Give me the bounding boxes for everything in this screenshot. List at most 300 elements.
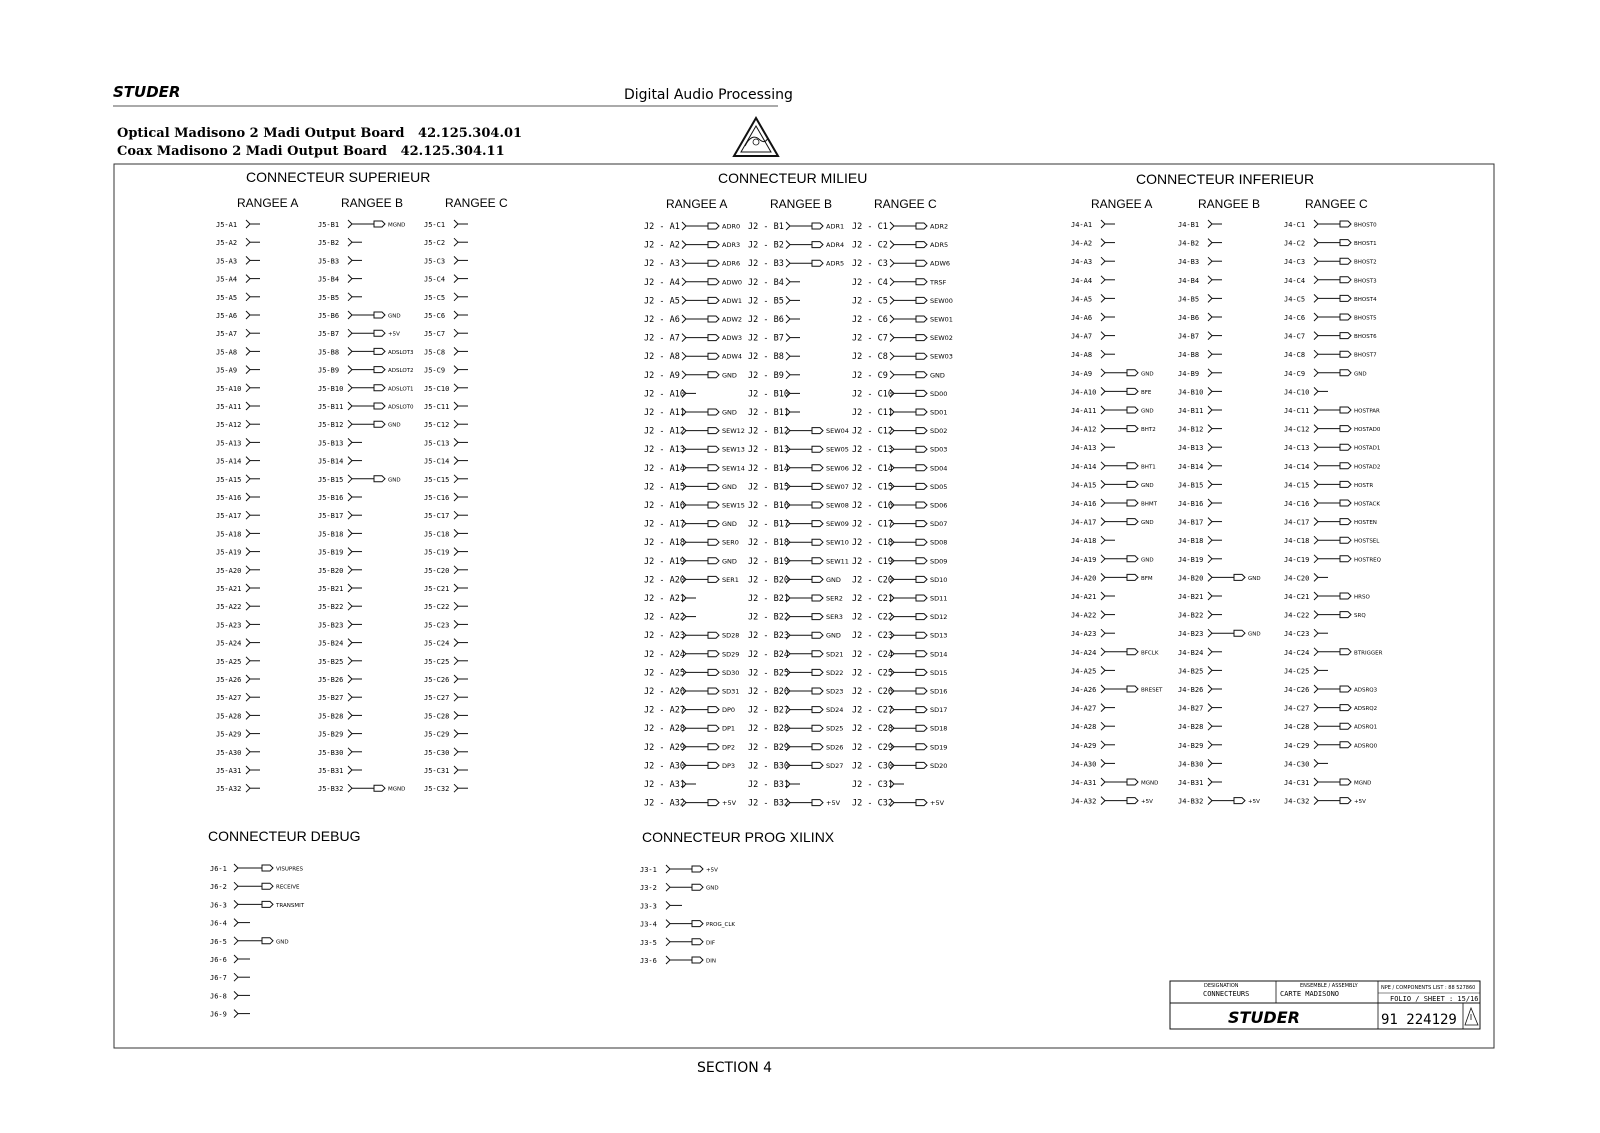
pin-chevron [1101,462,1105,470]
pin-label: J4-C12 [1284,425,1310,434]
pin-label: J5-A8 [216,348,238,357]
pin-j5-c1 [424,220,468,229]
pin-label: J4-A1 [1071,221,1093,229]
title-block [1170,981,1480,1029]
pin-label: J2 - C21 [852,594,893,604]
signal-flag-icon [374,348,385,354]
pin-j2-b6 [748,315,800,325]
pin-j5-b8 [318,347,414,356]
pin-chevron [246,602,250,610]
pin-chevron [890,222,894,230]
signal-name: SD23 [826,687,844,696]
pin-label: J3-4 [640,920,657,929]
pin-j5-a10 [216,384,260,393]
pin-j4-c8 [1284,350,1377,359]
pin-chevron [682,315,686,323]
pin-label: J5-A11 [216,403,242,411]
pin-label: J2 - A15 [644,482,685,493]
pin-label: J5-B32 [318,785,344,794]
signal-name: SD25 [826,724,844,733]
pin-chevron [246,566,250,574]
pin-label: J2 - C18 [852,538,893,549]
pin-chevron [1314,406,1318,414]
pin-j2-c15 [852,482,947,492]
pin-j4-c6 [1284,313,1377,322]
signal-name: GND [388,477,401,484]
pin-label: J3-1 [640,866,657,874]
signal-flag-icon [1127,686,1138,692]
pin-j5-a11 [216,402,260,411]
pin-label: J5-C24 [424,639,450,648]
pin-label: J2 - B13 [748,445,789,456]
signal-flag-icon [374,785,385,791]
signal-name: SEW15 [722,501,745,510]
pin-label: J5-C14 [424,457,450,466]
pin-j4-a2 [1071,239,1115,248]
pin-j4-b20 [1178,573,1261,582]
signal-flag-icon [812,762,823,768]
col-header-inf-rangee-b: RANGEE B [1198,197,1261,211]
pin-j5-b4 [318,275,362,284]
pin-j2-a6 [644,315,742,325]
pin-label: J4-B15 [1178,481,1204,490]
pin-chevron [1208,387,1212,395]
pin-chevron [1101,518,1105,526]
pin-j2-a14 [644,464,745,474]
pin-chevron [234,937,238,945]
pin-chevron [1101,443,1105,451]
signal-name: +5V [826,799,841,808]
pin-j4-b14 [1178,462,1222,471]
pin-j5-b7 [318,329,400,338]
signal-name: HOSTPAR [1354,408,1380,415]
pin-label: J4-B20 [1178,574,1204,583]
signal-name: ADR4 [826,241,845,250]
pin-j4-b22 [1178,611,1222,620]
pin-j4-c27 [1284,704,1377,713]
pin-j5-c11 [424,402,468,411]
pin-j5-b9 [318,366,414,375]
pin-label: J2 - A29 [644,742,685,753]
col-header-sup-rangee-a: RANGEE A [237,196,299,210]
signal-name: HOSTREQ [1354,557,1381,564]
pin-chevron [454,693,458,701]
pin-chevron [1314,443,1318,451]
pin-j2-b3 [748,259,844,269]
pin-chevron [348,238,352,246]
pin-chevron [890,296,894,304]
pin-j6-2 [210,882,300,891]
signal-flag-icon [262,865,273,871]
signal-flag-icon [812,260,823,266]
section-label: SECTION 4 [697,1060,773,1076]
pin-label: J5-C4 [424,275,446,284]
signal-flag-icon [374,367,385,373]
pin-j4-b12 [1178,425,1222,434]
pin-label: J5-C12 [424,421,450,430]
signal-flag-icon [1127,463,1138,469]
pin-j2-c12 [852,427,947,437]
pin-j4-b17 [1178,518,1222,527]
pin-j4-b28 [1178,722,1222,731]
pin-label: J4-B19 [1178,555,1204,564]
pin-label: J4-A5 [1071,295,1093,304]
pin-j4-c18 [1284,536,1380,545]
pin-label: J5-A5 [216,293,238,302]
pin-label: J5-B11 [318,403,344,411]
pin-chevron [1101,722,1105,730]
pin-chevron [682,278,686,286]
pin-j2-c24 [852,650,947,660]
pin-j5-c14 [424,457,468,466]
pin-label: J2 - B15 [748,482,789,493]
pin-label: J5-C23 [424,621,450,630]
pin-label: J5-C8 [424,348,446,357]
pin-label: J4-C25 [1284,667,1310,676]
pin-j4-a9 [1071,369,1154,378]
pin-j5-a30 [216,748,260,757]
signal-flag-icon [916,279,927,285]
pin-chevron [1101,425,1105,433]
pin-label: J2 - B24 [748,649,789,660]
pin-chevron [348,347,352,355]
pin-j4-c25 [1284,666,1328,675]
pin-j5-c6 [424,311,468,320]
pin-chevron [348,329,352,337]
title-block-components: NPE / COMPONENTS LIST : 88 527860 [1381,985,1476,991]
pin-chevron [454,402,458,410]
pin-j4-c11 [1284,406,1380,415]
pin-chevron [1314,462,1318,470]
pin-j2-c4 [852,278,947,288]
pin-chevron [666,938,670,946]
pin-chevron [454,311,458,319]
pin-label: J5-B23 [318,621,344,630]
pin-label: J2 - B12 [748,426,789,437]
pin-label: J2 - C3 [852,259,888,270]
signal-flag-icon [1340,742,1351,748]
pin-j2-c23 [852,631,947,641]
pin-chevron [454,566,458,574]
pin-chevron [234,1010,238,1018]
pin-chevron [1208,480,1212,488]
pin-label: J4-C18 [1284,537,1310,546]
pin-label: J5-A22 [216,603,242,612]
signal-flag-icon [812,223,823,229]
pin-j4-b7 [1178,332,1222,341]
pin-j2-c25 [852,668,947,678]
pin-j6-3 [210,900,305,909]
pin-label: J5-A23 [216,621,242,630]
signal-flag-icon [708,632,719,638]
pin-chevron [1208,629,1212,637]
pin-label: J2 - A31 [644,780,685,790]
pin-chevron [1208,741,1212,749]
pin-j4-c28 [1284,722,1377,731]
signal-flag-icon [1340,277,1351,283]
pin-label: J5-B16 [318,494,344,502]
signal-name: MGND [388,786,406,793]
pin-j2-b8 [748,352,800,362]
pin-chevron [1314,759,1318,767]
pin-j5-b26 [318,675,362,684]
pin-j4-c19 [1284,555,1382,564]
pin-label: J5-C25 [424,657,450,666]
pin-j2-b9 [748,371,800,381]
pin-chevron [890,315,894,323]
title-block-studer-logo: STUDER [1228,1008,1300,1027]
pin-chevron [348,529,352,537]
pin-chevron [234,882,238,890]
pin-chevron [1208,685,1212,693]
signal-name: SEW02 [930,334,953,343]
pin-j2-c30 [852,761,947,771]
signal-flag-icon [374,476,385,482]
pin-j5-c8 [424,347,468,356]
signal-flag-icon [1340,333,1351,339]
pin-j3-1 [640,865,718,874]
pin-chevron [1208,555,1212,563]
signal-flag-icon [708,446,719,452]
pin-j5-c5 [424,293,468,302]
pin-chevron [454,293,458,301]
pin-chevron [348,438,352,446]
pin-label: J5-C3 [424,257,446,266]
signal-flag-icon [1340,314,1351,320]
signal-name: SEW04 [826,427,849,436]
signal-name: +5V [1354,799,1366,806]
pin-label: J5-A16 [216,494,242,502]
pin-label: J4-C27 [1284,704,1310,713]
pin-chevron [1101,332,1105,340]
pin-j4-b15 [1178,480,1222,489]
pin-chevron [1314,685,1318,693]
pin-label: J4-A32 [1071,797,1097,806]
pin-chevron [246,329,250,337]
signal-name: SRQ [1354,613,1366,620]
pin-j2-a25 [644,668,739,678]
pin-j5-c27 [424,693,468,702]
pin-chevron [348,784,352,792]
signal-name: ADR2 [930,222,949,231]
pin-j5-a20 [216,566,260,575]
pin-label: J4-B21 [1178,593,1204,601]
pin-j2-b17 [748,520,849,530]
pin-j5-c28 [424,711,468,720]
pin-chevron [454,675,458,683]
pin-j5-a29 [216,730,260,739]
signal-name: ADSLOT3 [388,349,414,356]
pin-j2-b12 [748,427,849,437]
pin-j2-b22 [748,613,843,623]
signal-flag-icon [1127,370,1138,376]
pin-label: J5-A19 [216,548,242,557]
signal-name: ADW6 [930,259,951,268]
pin-chevron [348,493,352,501]
pin-chevron [1101,648,1105,656]
pin-label: J4-B6 [1178,314,1200,322]
pin-j4-c29 [1284,741,1378,750]
pin-label: J3-6 [640,957,657,965]
pin-chevron [1314,592,1318,600]
pin-j4-b32 [1178,797,1260,806]
pin-j4-c12 [1284,425,1381,434]
pin-chevron [666,865,670,873]
pin-j4-a8 [1071,350,1115,359]
pin-j2-b5 [748,296,800,306]
pin-j4-b9 [1178,369,1222,378]
pin-chevron [786,241,790,249]
pin-label: J4-C7 [1284,332,1306,341]
pin-label: J4-A21 [1071,593,1097,601]
signal-name: ADR3 [722,241,741,250]
pin-chevron [1101,499,1105,507]
signal-name: BTRIGGER [1354,650,1383,657]
pin-j4-b10 [1178,387,1222,396]
pin-chevron [246,784,250,792]
signal-flag-icon [708,669,719,675]
pin-chevron [1101,536,1105,544]
pin-j2-b1 [748,222,844,232]
pin-j2-a10 [644,389,696,399]
signal-name: SD20 [930,761,948,770]
signal-name: GND [722,482,737,491]
pin-j2-a21 [644,594,696,604]
pin-label: J4-B17 [1178,518,1204,527]
pin-label: J5-A1 [216,221,238,229]
pin-label: J4-B30 [1178,760,1204,769]
pin-chevron [246,238,250,246]
pin-label: J5-B6 [318,312,340,320]
pin-label: J5-B10 [318,384,344,393]
signal-flag-icon [1340,705,1351,711]
pin-label: J5-C1 [424,221,446,229]
pin-j4-a28 [1071,722,1115,731]
pin-label: J5-C28 [424,712,450,721]
pin-chevron [1208,369,1212,377]
pin-label: J4-C9 [1284,369,1306,378]
pin-label: J4-B14 [1178,462,1204,471]
pin-j5-b18 [318,529,362,538]
pin-j5-c17 [424,511,468,520]
pin-label: J2 - A19 [644,556,685,567]
signal-flag-icon [916,353,927,359]
pin-chevron [1208,332,1212,340]
pin-j4-b23 [1178,629,1261,638]
pin-label: J2 - C1 [852,222,888,232]
signal-flag-icon [1340,723,1351,729]
pin-label: J5-C13 [424,439,450,448]
pin-label: J4-C13 [1284,444,1310,453]
pin-chevron [454,657,458,665]
signal-name: RECEIVE [276,884,300,891]
pin-chevron [1208,666,1212,674]
pin-chevron [1314,294,1318,302]
pin-label: J5-A21 [216,585,242,593]
pin-chevron [786,278,790,286]
pin-j4-a25 [1071,666,1115,675]
pin-j5-a3 [216,256,260,265]
pin-label: J4-C31 [1284,779,1310,787]
pin-label: J4-B2 [1178,239,1200,248]
pin-j4-a27 [1071,704,1115,713]
pin-j5-b12 [318,420,401,429]
pin-label: J2 - C13 [852,445,893,456]
pin-j4-b1 [1178,220,1222,229]
pin-chevron [786,371,790,379]
pin-label: J4-C11 [1284,407,1310,415]
signal-flag-icon [916,242,927,248]
pin-chevron [234,900,238,908]
pin-j5-b20 [318,566,362,575]
signal-flag-icon [692,957,703,963]
pin-j2-b31 [748,780,800,790]
title-block-designation-label: DESIGNATION [1204,983,1239,989]
esd-warning-triangle-icon [734,118,778,156]
signal-name: SEW11 [826,557,849,566]
signal-flag-icon [916,707,927,713]
pin-chevron [1208,536,1212,544]
signal-flag-icon [916,539,927,545]
pin-j4-c4 [1284,276,1377,285]
pin-label: J4-A14 [1071,462,1097,471]
pin-chevron [246,493,250,501]
signal-flag-icon [1127,481,1138,487]
pin-label: J6-4 [210,919,227,928]
pin-chevron [1208,239,1212,247]
pin-chevron [1208,276,1212,284]
pin-label: J2 - C30 [852,761,893,772]
pin-label: J2 - C27 [852,705,893,716]
signal-flag-icon [374,312,385,318]
signal-name: TRANSMIT [276,902,305,909]
pin-chevron [246,511,250,519]
pin-label: J4-B27 [1178,704,1204,713]
pin-label: J2 - C22 [852,612,893,623]
signal-flag-icon [708,800,719,806]
pin-label: J4-C30 [1284,760,1310,769]
signal-name: ADW3 [722,334,743,343]
pin-j2-c3 [852,259,950,269]
signal-flag-icon [374,330,385,336]
pin-j4-c26 [1284,685,1378,694]
pin-chevron [454,457,458,465]
pin-chevron [890,352,894,360]
pin-chevron [1208,704,1212,712]
pin-label: J4-C32 [1284,797,1310,806]
signal-flag-icon [708,651,719,657]
pin-j2-a15 [644,482,737,492]
signal-flag-icon [916,521,927,527]
pin-j2-b10 [748,389,800,399]
pin-j4-c17 [1284,518,1377,527]
pin-chevron [246,275,250,283]
pin-j5-c29 [424,730,468,739]
signal-flag-icon [262,883,273,889]
signal-name: SEW12 [722,427,745,436]
pin-j2-c21 [852,594,947,604]
pin-label: J2 - C5 [852,296,888,307]
signal-flag-icon [708,465,719,471]
pin-j4-a14 [1071,462,1156,471]
studer-logo: STUDER [113,83,181,101]
signal-name: TRSF [930,278,947,287]
pin-chevron [234,955,238,963]
pin-j2-b4 [748,278,800,288]
pin-label: J5-C9 [424,366,446,375]
signal-flag-icon [708,335,719,341]
signal-name: SD16 [930,687,948,696]
